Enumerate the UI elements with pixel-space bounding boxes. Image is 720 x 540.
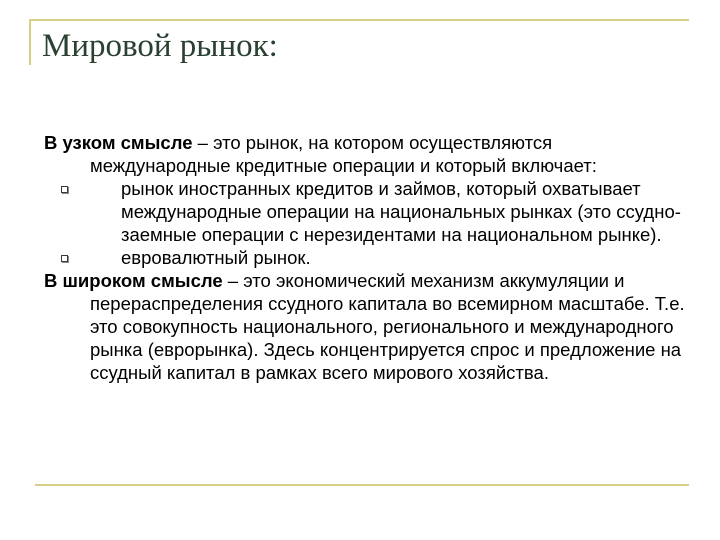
narrow-bullet-list [44,177,694,269]
broad-definition [44,269,694,384]
title-frame-vertical-rule [29,19,31,65]
bullet-item [44,246,694,269]
narrow-text: – это рынок, на котором осуществляются международные кредитные операции и который включает: [90,132,597,176]
bullet-item [44,177,694,246]
bullet-text: рынок иностранных кредитов и займов, который охватывает международные операции на национальных рынках (это ссудно-заемные операции с нерезидентами на национальном рынке). [121,178,681,245]
narrow-term: В узком смысле [44,132,193,153]
narrow-definition [44,131,694,177]
slide-title: Мировой рынок: [42,28,278,64]
broad-term: В широком смысле [44,270,223,291]
bottom-rule [35,484,689,486]
square-bullet-icon [61,255,68,262]
title-frame-top-rule [29,19,689,21]
square-bullet-icon [61,186,68,193]
bullet-text: евровалютный рынок. [121,247,311,268]
broad-text: – это экономический механизм аккумуляции и перераспределения ссудного капитала во всемирном масштабе. Т.е. это совокупность национального, регионального и международного рынка (еврорынка). Здесь концентрируется спрос и предложение на ссудный капитал в рамках всего мирового хозяйства. [90,270,685,383]
slide-content [44,131,694,384]
